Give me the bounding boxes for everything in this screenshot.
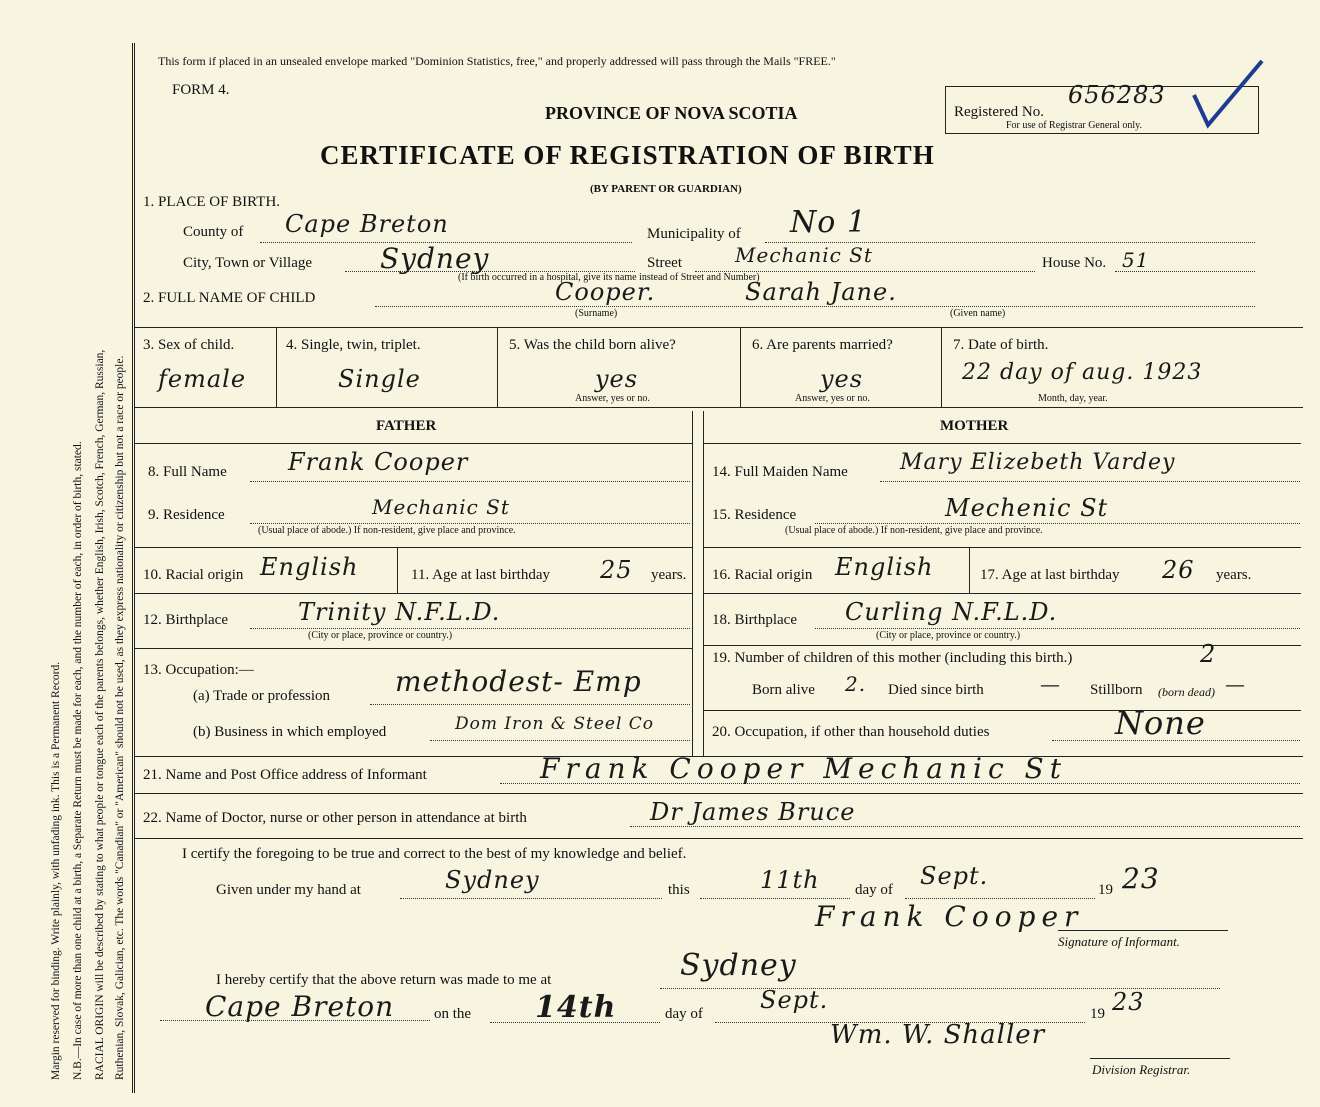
checkmark-icon [1190,55,1270,135]
married-note: Answer, yes or no. [795,393,870,404]
given-note: (Given name) [950,308,1006,319]
municipality-label: Municipality of [647,226,741,242]
alive-value: yes [595,365,639,393]
plurality-value: Single [338,365,421,393]
father-birthplace-note: (City or place, province or country.) [308,630,453,641]
on-the-label: on the [434,1006,472,1022]
father-occupation-label: 13. Occupation:— [143,662,254,678]
plurality-label: 4. Single, twin, triplet. [286,337,421,353]
father-age-label: 11. Age at last birthday [411,567,550,583]
registrar-day-of-label: day of [665,1006,703,1022]
binding-margin [0,0,132,1107]
registrar-signature-label: Division Registrar. [1092,1062,1191,1077]
place-heading: 1. PLACE OF BIRTH. [143,194,281,210]
mother-occupation-value: None [1115,704,1206,742]
died-label: Died since birth [888,682,984,698]
father-business-label: (b) Business in which employed [193,724,387,740]
margin-note-4: Ruthenian, Slovak, Galician, etc. The words "Canadian" or "American" should not be used, as they express nationality or citizenship but not a race or people. [114,355,126,1080]
mother-age-label: 17. Age at last birthday [980,567,1120,583]
margin-note-3: RACIAL ORIGIN will be described by stating to what people or tongue each of the parents belongs, whether English, Irish, Scotch, French, German, Russian, [94,349,106,1080]
stillborn-value: — [1225,672,1246,696]
informant-signature: Frank Cooper [815,900,1084,933]
informant-signature-label: Signature of Informant. [1058,934,1180,949]
street-label: Street [647,255,682,271]
father-age-value: 25 [600,556,633,584]
doctor-value: Dr James Bruce [650,798,856,826]
sex-value: female [158,365,247,393]
given-label: Given under my hand at [216,882,361,898]
registrar-day-value: 14th [535,990,617,1025]
father-residence-note: (Usual place of abode.) If non-resident, give place and province. [258,525,516,536]
registered-number: 656283 [1068,81,1166,109]
child-surname-value: Cooper. [555,278,656,306]
given-year-value: 23 [1122,862,1160,895]
given-day-of-label: day of [855,882,893,898]
margin-note-2: N.B.—In case of more than one child at a birth, a Separate Return must be made for each, and the number of each, in order of birth, stated. [72,441,84,1080]
mother-age-value: 26 [1162,556,1195,584]
alive-label: 5. Was the child born alive? [509,337,676,353]
street-note: (If birth occurred in a hospital, give its name instead of Street and Number) [458,272,760,283]
alive-note: Answer, yes or no. [575,393,650,404]
doctor-label: 22. Name of Doctor, nurse or other person in attendance at birth [143,810,527,826]
father-residence-value: Mechanic St [372,495,510,519]
margin-note-1: Margin reserved for binding. Write plainly, with unfading ink. This is a Permanent Record. [50,661,62,1080]
registered-label: Registered No. [954,104,1044,120]
certificate-title: CERTIFICATE OF REGISTRATION OF BIRTH [320,140,935,170]
stillborn-label: Stillborn [1090,682,1143,698]
born-alive-value: 2. [845,672,867,696]
informant-label: 21. Name and Post Office address of Informant [143,767,427,783]
father-name-label: 8. Full Name [148,464,227,480]
city-value: Sydney [380,242,490,275]
stillborn-note: (born dead) [1158,685,1215,699]
died-value: — [1040,672,1061,696]
municipality-value: No 1 [790,205,867,240]
mother-birthplace-note: (City or place, province or country.) [876,630,1021,641]
province-heading: PROVINCE OF NOVA SCOTIA [545,103,798,123]
registrar-year-prefix: 19 [1090,1006,1105,1022]
registrar-place-value: Sydney [680,948,797,983]
mother-name-label: 14. Full Maiden Name [712,464,848,480]
given-year-prefix: 19 [1098,882,1113,898]
mother-occupation-label: 20. Occupation, if other than household duties [712,724,990,740]
registrar-month-value: Sept. [760,986,829,1014]
mother-birthplace-label: 18. Birthplace [712,612,797,628]
married-value: yes [820,365,864,393]
given-month-value: Sept. [920,862,989,890]
mother-birthplace-value: Curling N.F.L.D. [845,598,1058,626]
registrar-year-value: 23 [1112,988,1145,1016]
mail-notice: This form if placed in an unsealed envelope marked "Dominion Statistics, free," and properly addressed will pass through the Mails "FREE." [158,54,836,68]
mother-racial-value: English [835,553,934,581]
child-given-value: Sarah Jane. [745,278,897,306]
father-trade-value: methodest- Emp [395,665,642,698]
given-place-value: Sydney [445,866,540,894]
city-label: City, Town or Village [183,255,313,271]
father-heading: FATHER [376,418,437,434]
certify-statement: I certify the foregoing to be true and correct to the best of my knowledge and belief. [182,846,687,862]
mother-racial-label: 16. Racial origin [712,567,813,583]
house-value: 51 [1122,248,1150,272]
father-racial-label: 10. Racial origin [143,567,244,583]
registrar-signature: Wm. W. Shaller [830,1020,1046,1050]
father-residence-label: 9. Residence [148,507,225,523]
given-day-value: 11th [760,866,820,894]
date-label: 7. Date of birth. [953,337,1049,353]
father-trade-label: (a) Trade or profession [193,688,331,704]
house-label: House No. [1042,255,1107,271]
mother-children-label: 19. Number of children of this mother (including this birth.) [712,650,1073,666]
date-value: 22 day of aug. 1923 [962,360,1203,385]
father-birthplace-label: 12. Birthplace [143,612,228,628]
father-age-unit: years. [651,567,687,583]
child-name-label: 2. FULL NAME OF CHILD [143,290,316,306]
registrar-statement: I hereby certify that the above return was made to me at [216,972,552,988]
form-number: FORM 4. [172,82,230,98]
mother-children-value: 2 [1200,640,1217,668]
mother-name-value: Mary Elizebeth Vardey [900,450,1176,475]
county-value: Cape Breton [285,210,449,238]
mother-residence-note: (Usual place of abode.) If non-resident, give place and province. [785,525,1043,536]
father-birthplace-value: Trinity N.F.L.D. [298,598,501,626]
registrar-county-value: Cape Breton [205,990,395,1023]
this-label: this [668,882,690,898]
date-note: Month, day, year. [1038,393,1108,404]
certificate-subtitle: (BY PARENT OR GUARDIAN) [590,183,742,195]
born-alive-label: Born alive [752,682,815,698]
father-business-value: Dom Iron & Steel Co [455,714,655,734]
father-name-value: Frank Cooper [288,448,469,476]
mother-age-unit: years. [1216,567,1252,583]
county-label: County of [183,224,244,240]
registered-note: For use of Registrar General only. [1006,120,1142,131]
informant-value: Frank Cooper Mechanic St [540,752,1067,785]
surname-note: (Surname) [575,308,618,319]
street-value: Mechanic St [735,243,873,267]
married-label: 6. Are parents married? [752,337,893,353]
father-racial-value: English [260,553,359,581]
mother-heading: MOTHER [940,418,1009,434]
sex-label: 3. Sex of child. [143,337,235,353]
mother-residence-label: 15. Residence [712,507,797,523]
mother-residence-value: Mechenic St [945,494,1109,522]
